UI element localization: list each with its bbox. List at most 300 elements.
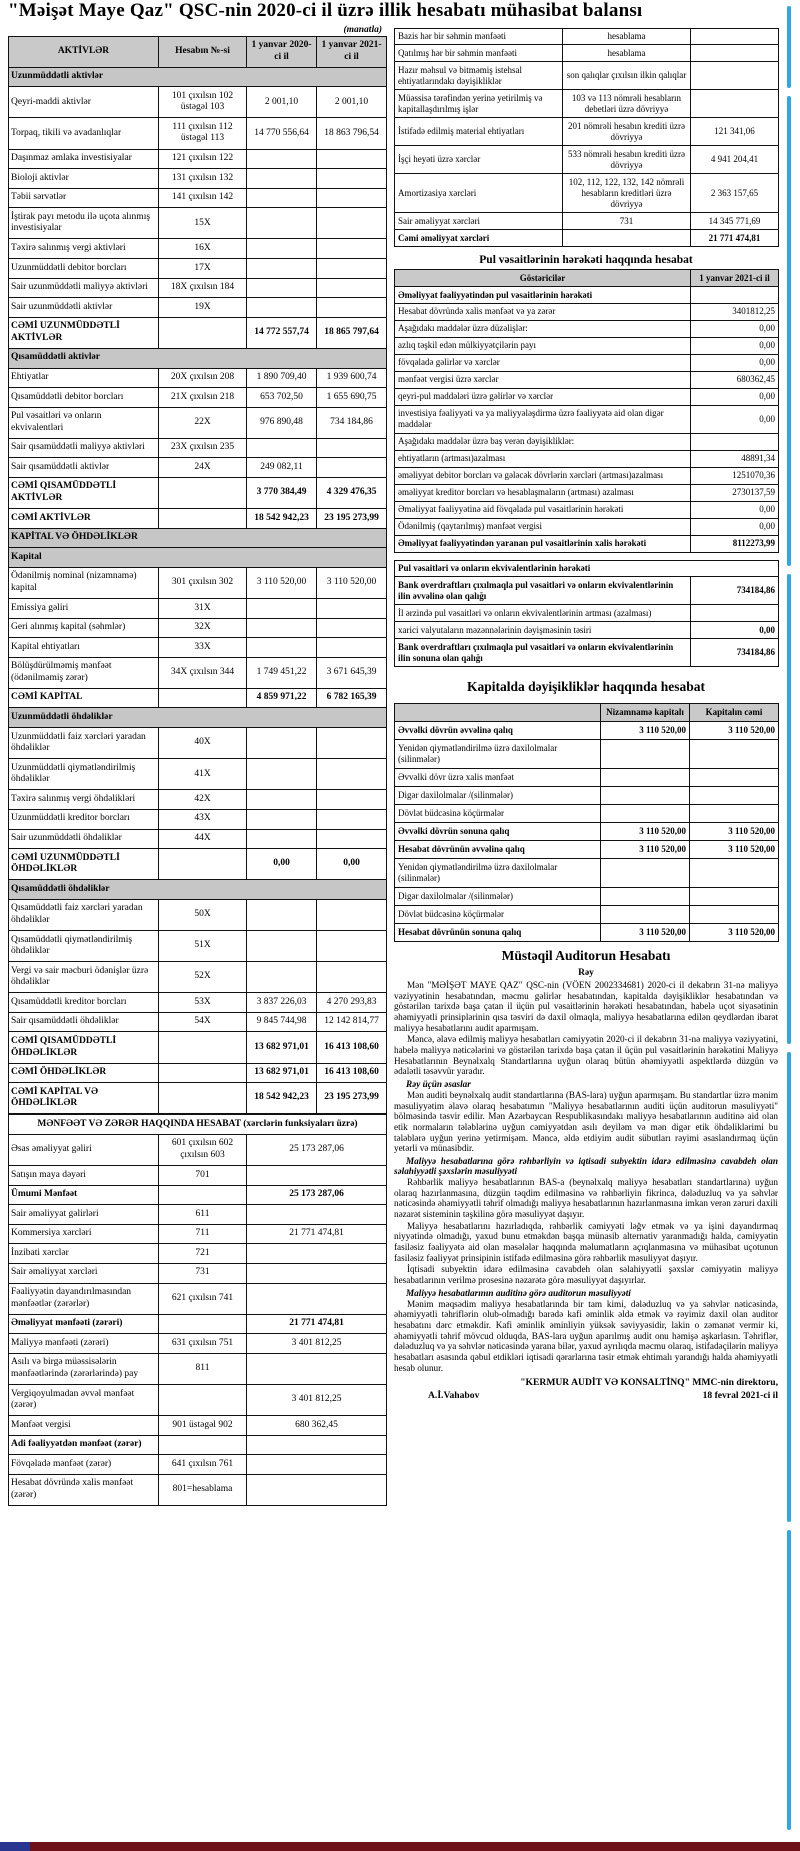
edge-line-segment <box>787 1530 791 1830</box>
table-row <box>395 62 779 90</box>
row-label: Ödənilmiş nominal (nizamnamə) kapital <box>9 567 159 598</box>
row-label: Vergiqoyulmadan əvvəl mənfəət (zərər) <box>9 1385 159 1416</box>
row-value: 14 345 771,69 <box>691 213 779 230</box>
table-row <box>9 239 387 259</box>
account-number: 711 <box>159 1224 247 1244</box>
account-number <box>159 477 247 508</box>
table-row <box>9 849 387 880</box>
row-value: 3 401 812,25 <box>247 1334 387 1354</box>
value-2021 <box>317 899 387 930</box>
row-label: qeyri-pul maddələri üzrə gəlirlər və xərclər <box>395 388 691 405</box>
table-row <box>395 174 779 213</box>
value-2021 <box>317 278 387 298</box>
column-header: Kapitalın cəmi <box>690 704 779 722</box>
value-2020: 14 772 557,74 <box>247 317 317 348</box>
account-number: 621 çıxılsın 741 <box>159 1283 247 1314</box>
account-number: 721 <box>159 1244 247 1264</box>
value-2021: 4 329 476,35 <box>317 477 387 508</box>
value-total: 3 110 520,00 <box>690 722 779 740</box>
account-number: 21X çıxılsın 218 <box>159 388 247 408</box>
value-2020 <box>247 829 317 849</box>
value-2021: 18 865 797,64 <box>317 317 387 348</box>
value-2020: 249 082,11 <box>247 458 317 478</box>
account-number: 301 çıxılsın 302 <box>159 567 247 598</box>
value-nizamname <box>601 740 690 769</box>
account-number <box>159 849 247 880</box>
column-header: Nizamnamə kapitalı <box>601 704 690 722</box>
value-2021 <box>317 931 387 962</box>
section-row <box>9 708 387 728</box>
account-number: 43X <box>159 809 247 829</box>
value-nizamname <box>601 887 690 905</box>
report-heading: Rəy üçün əsaslar <box>406 1078 471 1089</box>
report-heading: Maliyyə hesabatlarının auditinə görə auditorun məsuliyyəti <box>406 1287 631 1298</box>
account-description: 201 nömrəli hesabın krediti üzrə dövriyyə <box>563 118 691 146</box>
column-header: 1 yanvar 2021-ci il <box>691 270 779 287</box>
account-number <box>159 317 247 348</box>
table-row <box>9 149 387 169</box>
table-row <box>9 759 387 790</box>
table-row <box>395 518 779 535</box>
value-2020 <box>247 962 317 993</box>
account-number: 131 çıxılsın 132 <box>159 169 247 189</box>
table-row <box>395 405 779 433</box>
row-value <box>247 1435 387 1455</box>
table-row <box>9 1263 387 1283</box>
row-value: 21 771 474,81 <box>247 1314 387 1334</box>
value-2020: 3 110 520,00 <box>247 567 317 598</box>
row-value: 21 771 474,81 <box>691 230 779 247</box>
row-label: Geri alınmış kapital (səhmlər) <box>9 618 159 638</box>
row-label: xarici valyutaların məzənnələrinin dəyişməsinin təsiri <box>395 622 691 639</box>
row-label: Əvvəlki dövrün sonuna qalıq <box>395 823 601 841</box>
table-row <box>9 438 387 458</box>
row-label: Adi fəaliyyətdən mənfəət (zərər) <box>9 1435 159 1455</box>
value-total <box>690 787 779 805</box>
account-number: 601 çıxılsın 602 çıxılsın 603 <box>159 1134 247 1165</box>
table-row <box>9 1435 387 1455</box>
row-label: Hazır məhsul və bitməmiş istehsal ehtiyatlarındakı dəyişikliklər <box>395 62 563 90</box>
row-label: Əməliyyat mənfəəti (zərəri) <box>9 1314 159 1334</box>
table-row <box>9 962 387 993</box>
value-total <box>690 769 779 787</box>
value-2020: 1 890 709,40 <box>247 368 317 388</box>
bottom-bar-red-segment <box>30 1842 800 1851</box>
row-label: ehtiyatların (artması)azalması <box>395 450 691 467</box>
value-2020 <box>247 259 317 279</box>
table-row <box>395 622 779 639</box>
table-row <box>395 230 779 247</box>
value-2021: 4 270 293,83 <box>317 993 387 1013</box>
value-2020: 18 542 942,23 <box>247 509 317 529</box>
account-number: 40X <box>159 728 247 759</box>
row-value <box>691 45 779 62</box>
table-row <box>9 790 387 810</box>
row-label: Qeyri-maddi aktivlər <box>9 87 159 118</box>
row-label: Qısamüddətli qiymətləndirilmiş öhdəliklər <box>9 931 159 962</box>
value-2020: 9 845 744,98 <box>247 1012 317 1032</box>
table-row <box>9 1205 387 1225</box>
row-label: Bank overdraftları çıxılmaqla pul vəsaitləri və onların ekvivalentlərinin ilin əvvəlinə olan qalığı <box>395 577 691 605</box>
value-2021 <box>317 298 387 318</box>
table-row <box>395 639 779 667</box>
value-2020: 14 770 556,64 <box>247 118 317 149</box>
row-value: 0,00 <box>691 388 779 405</box>
table-row <box>9 368 387 388</box>
table-row <box>395 841 779 859</box>
table-row <box>395 28 779 45</box>
value-2021: 3 671 645,39 <box>317 657 387 688</box>
report-paragraph: Mən "MƏİŞƏT MAYE QAZ" QSC-nin (VÖEN 2002334681) 2020-ci il dekabrın 31-nə maliyyə vəziyyətinin hesabatından, məcmu gəlirlər hesabatından, kapitalda dəyişikliklər hesabatından və göstərilən tarixdə başa çatan il üçün pul vəsaitlərinin hərəkəti hesabatından, habelə uçot siyasətinin əhəmiyyətli prinsiplərinin qısa təsviri də daxil olmaqla, maliyyə hesabatlarına edilən qeydlərdən ibarət maliyyə hesabatlarını audit aparmışam. <box>394 979 778 1033</box>
value-2021: 12 142 814,77 <box>317 1012 387 1032</box>
row-label: Yenidən qiymətləndirilmə üzrə daxilolmalar (silinmələr) <box>395 859 601 888</box>
table-row <box>9 931 387 962</box>
account-description: hesablama <box>563 28 691 45</box>
row-value <box>691 28 779 45</box>
value-2021 <box>317 259 387 279</box>
row-label: Daşınmaz əmlaka investisiyalar <box>9 149 159 169</box>
row-label: Qatılmış hər bir səhmin mənfəəti <box>395 45 563 62</box>
table-row <box>395 287 779 304</box>
value-2021 <box>317 618 387 638</box>
account-description: hesablama <box>563 45 691 62</box>
account-number: 611 <box>159 1205 247 1225</box>
pl-title: MƏNFƏƏT VƏ ZƏRƏR HAQQINDA HESABAT (xərclərin funksiyaları üzrə) <box>9 1115 387 1135</box>
row-label: Sair əməliyyat gəlirləri <box>9 1205 159 1225</box>
value-nizamname: 3 110 520,00 <box>601 841 690 859</box>
value-2020 <box>247 638 317 658</box>
account-number: 17X <box>159 259 247 279</box>
account-number: 15X <box>159 208 247 239</box>
row-value <box>247 1205 387 1225</box>
account-number <box>159 1314 247 1334</box>
table-row <box>395 433 779 450</box>
row-label: Fövqəladə mənfəət (zərər) <box>9 1455 159 1475</box>
table-row <box>395 354 779 371</box>
row-value <box>247 1166 387 1186</box>
row-value: 0,00 <box>691 320 779 337</box>
row-value: 0,00 <box>691 518 779 535</box>
value-2020 <box>247 438 317 458</box>
value-2020 <box>247 239 317 259</box>
account-number: 631 çıxılsın 751 <box>159 1334 247 1354</box>
value-2021 <box>317 790 387 810</box>
table-row <box>395 467 779 484</box>
row-label: Digər daxilolmalar /(silinmələr) <box>395 887 601 905</box>
value-2020: 976 890,48 <box>247 407 317 438</box>
value-2021 <box>317 149 387 169</box>
row-label: Yenidən qiymətləndirilmə üzrə daxilolmalar (silinmələr) <box>395 740 601 769</box>
row-label: CƏMİ QISAMÜDDƏTLİ AKTİVLƏR <box>9 477 159 508</box>
value-2020: 653 702,50 <box>247 388 317 408</box>
value-2020: 0,00 <box>247 849 317 880</box>
row-label: investisiya fəaliyyəti və ya maliyyələşdirmə üzrə fəaliyyətə aid olan digər maddələr <box>395 405 691 433</box>
value-2021: 2 001,10 <box>317 87 387 118</box>
row-label: Hesabat dövründə xalis mənfəət və ya zərər <box>395 303 691 320</box>
value-2021 <box>317 599 387 619</box>
row-label: Sair uzunmüddətli maliyyə aktivləri <box>9 278 159 298</box>
report-paragraph: Rəhbərlik maliyyə hesabatlarının BAS-a (beynəlxalq maliyyə hesabatları standartlarına) uyğun olaraq hazırlanmasına, düzgün təqdim edilməsinə və rəhbərliyin fikrincə, dələduzluq və ya səhvlər nəticəsində əhəmiyyətli təhrif olmadığı maliyyə hesabatlarının hazırlanmasına imkan verən zəruri daxili nəzarət sisteminin təşkilinə görə məsuliyyət daşıyır. <box>394 1176 778 1219</box>
report-paragraph: Məncə, əlavə edilmiş maliyyə hesabatları cəmiyyətin 2020-ci il dekabrın 31-nə maliyyə vəziyyətini, habelə maliyyə nəticələrini və göstərilən tarixdə başa çatan il üçün pul vəsaitlərinin hərəkətini Maliyyə Hesabatlarının Beynəlxalq Standartlarına uyğun olaraq bütün əhəmiyyətli aspektlərdə düzgün və ədalətli təsəvvür yaradır. <box>394 1034 778 1077</box>
table-row <box>395 905 779 923</box>
table-row <box>395 450 779 467</box>
value-nizamname: 3 110 520,00 <box>601 923 690 941</box>
value-2021: 23 195 273,99 <box>317 1083 387 1114</box>
row-label: Digər daxilolmalar /(silinmələr) <box>395 787 601 805</box>
value-nizamname <box>601 805 690 823</box>
table-row <box>395 923 779 941</box>
row-value: 680 362,45 <box>247 1416 387 1436</box>
section-label: Qısamüddətli öhdəliklər <box>9 880 387 900</box>
table-row <box>9 657 387 688</box>
row-value: 25 173 287,06 <box>247 1185 387 1205</box>
table-row <box>395 787 779 805</box>
table-row <box>9 1224 387 1244</box>
section-row <box>9 348 387 368</box>
account-number: 50X <box>159 899 247 930</box>
profit-loss-table <box>8 1114 387 1506</box>
row-value: 21 771 474,81 <box>247 1224 387 1244</box>
value-2021 <box>317 458 387 478</box>
row-label: Təxirə salınmış vergi öhdəlikləri <box>9 790 159 810</box>
value-2020: 13 682 971,01 <box>247 1063 317 1083</box>
page-edge-decoration <box>787 0 792 1851</box>
row-label: Sair əməliyyat xərcləri <box>9 1263 159 1283</box>
row-value <box>691 90 779 118</box>
account-number: 641 çıxılsın 761 <box>159 1455 247 1475</box>
account-number: 41X <box>159 759 247 790</box>
value-total <box>690 740 779 769</box>
row-label: CƏMİ KAPİTAL VƏ ÖHDƏLİKLƏR <box>9 1083 159 1114</box>
row-label: azlıq təşkil edən mülkiyyətçilərin payı <box>395 337 691 354</box>
table-row <box>395 371 779 388</box>
table-row <box>9 1012 387 1032</box>
equity-statement-title: Kapitalda dəyişikliklər haqqında hesabat <box>467 679 705 695</box>
value-2021 <box>317 962 387 993</box>
report-paragraph: İqtisadi subyektin idarə edilməsinə cavabdeh olan səlahiyyətli şəxslər cəmiyyətin maliyyə hesabatlarının verilmə prosesinə nəzarətə görə məsuliyyət daşıyırlar. <box>394 1264 778 1285</box>
value-2020 <box>247 759 317 790</box>
table-row <box>395 337 779 354</box>
table-row <box>9 509 387 529</box>
value-total: 3 110 520,00 <box>690 823 779 841</box>
report-heading: Maliyyə hesabatlarına görə rəhbərliyin və iqtisadi subyektin idarə edilməsinə cavabdeh olan səlahiyyətli şəxslərin məsuliyyəti <box>394 1155 778 1176</box>
value-nizamname <box>601 769 690 787</box>
value-2021: 734 184,86 <box>317 407 387 438</box>
account-number: 801=hesablama <box>159 1474 247 1505</box>
account-number <box>159 1385 247 1416</box>
table-row <box>9 899 387 930</box>
account-number: 44X <box>159 829 247 849</box>
row-label: Sair qısamüddətli öhdəliklər <box>9 1012 159 1032</box>
value-nizamname <box>601 787 690 805</box>
row-label: Qısamüddətli faiz xərcləri yaradan öhdəliklər <box>9 899 159 930</box>
table-row <box>9 169 387 189</box>
value-2021 <box>317 438 387 458</box>
table-row <box>9 1334 387 1354</box>
value-nizamname <box>601 859 690 888</box>
row-label: Əməliyyat fəaliyyətinə aid fövqəladə pul vəsaitlərinin hərəkəti <box>395 501 691 518</box>
table-row <box>395 303 779 320</box>
value-2020: 18 542 942,23 <box>247 1083 317 1114</box>
value-2020 <box>247 149 317 169</box>
signature-date: 18 fevral 2021-ci il <box>702 1390 778 1402</box>
account-number: 54X <box>159 1012 247 1032</box>
value-2020 <box>247 188 317 208</box>
row-value: 1251070,36 <box>691 467 779 484</box>
row-label: Kommersiya xərcləri <box>9 1224 159 1244</box>
value-2021: 23 195 273,99 <box>317 509 387 529</box>
table-row <box>9 1185 387 1205</box>
table-row <box>9 1063 387 1083</box>
row-label: Ödənilmiş (qaytarılmış) mənfəət vergisi <box>395 518 691 535</box>
row-label: Vergi və sair məcburi ödənişlər üzrə öhdəliklər <box>9 962 159 993</box>
table-row <box>395 740 779 769</box>
row-label: Təbii sərvətlər <box>9 188 159 208</box>
value-2021: 3 110 520,00 <box>317 567 387 598</box>
value-2020 <box>247 278 317 298</box>
row-label: əməliyyat kreditor borcları və hesablaşmaların (artması) azalması <box>395 484 691 501</box>
report-paragraph: Mən auditi beynəlxalq audit standartlarına (BAS-lara) uyğun aparmışam. Bu standartlar üzrə mənim məsuliyyətim əlavə olaraq hesabatımın "Maliyyə hesabatlarının auditi üçün auditorun məsuliyyəti" bölməsində təsvir edilir. Mən Azərbaycan Respublikasındakı maliyyə hesabatlarının auditinə aid olan etik normaların tələblərinə uyğun cəmiyyətdən asılı deyiləm və mən digər etik öhdəliklərimi bu tələblərə uyğun yerinə yetirmişəm. Məncə, əldə etdiyim audit sübutları rəyimi əsaslandırmaq üçün yetərli və münasibdir. <box>394 1089 778 1154</box>
cash-flow-header-row <box>395 270 779 287</box>
signature-name: A.İ.Vahabov <box>428 1390 480 1402</box>
account-number: 20X çıxılsın 208 <box>159 368 247 388</box>
column-header <box>395 704 601 722</box>
account-number <box>159 509 247 529</box>
account-number <box>159 688 247 708</box>
report-center-heading: Rəy <box>578 967 594 978</box>
section-row <box>9 67 387 87</box>
account-number: 731 <box>159 1263 247 1283</box>
left-column <box>8 24 386 1507</box>
account-description: 102, 112, 122, 132, 142 nömrəli hesabların kreditləri üzrə dövriyyə <box>563 174 691 213</box>
account-number: 23X çıxılsın 235 <box>159 438 247 458</box>
table-row <box>395 823 779 841</box>
row-label: Uzunmüddətli qiymətləndirilmiş öhdəliklər <box>9 759 159 790</box>
edge-line-segment <box>787 1052 791 1522</box>
cash-equivalents-title: Pul vəsaitləri və onların ekvivalentlərinin hərəkəti <box>395 560 779 577</box>
value-2020 <box>247 899 317 930</box>
table-row <box>9 317 387 348</box>
table-row <box>9 1244 387 1264</box>
table-row <box>9 728 387 759</box>
column-header: 1 yanvar 2021-ci il <box>317 36 387 67</box>
value-2021: 16 413 108,60 <box>317 1063 387 1083</box>
table-row <box>9 1134 387 1165</box>
account-number: 19X <box>159 298 247 318</box>
row-label: Bazis hər bir səhmin mənfəəti <box>395 28 563 45</box>
row-label: Maliyyə mənfəəti (zərəri) <box>9 1334 159 1354</box>
row-label: İştirak payı metodu ilə uçota alınmış investisiyalar <box>9 208 159 239</box>
value-total <box>690 859 779 888</box>
table-row <box>9 993 387 1013</box>
row-label: Fəaliyyətin dayandırılmasından mənfəətlər (zərərlər) <box>9 1283 159 1314</box>
row-label: Sair əməliyyat xərcləri <box>395 213 563 230</box>
row-value: 0,00 <box>691 405 779 433</box>
table-row <box>395 484 779 501</box>
column-header: Göstəricilər <box>395 270 691 287</box>
table-row <box>9 87 387 118</box>
value-2020 <box>247 790 317 810</box>
table-row <box>9 567 387 598</box>
value-2021: 16 413 108,60 <box>317 1032 387 1063</box>
row-value: 3401812,25 <box>691 303 779 320</box>
row-value <box>691 62 779 90</box>
value-nizamname <box>601 905 690 923</box>
row-label: Ehtiyatlar <box>9 368 159 388</box>
row-label: CƏMİ UZUNMÜDDƏTLİ AKTİVLƏR <box>9 317 159 348</box>
row-label: Sair qısamüddətli aktivlər <box>9 458 159 478</box>
account-number: 33X <box>159 638 247 658</box>
row-label: CƏMİ UZUNMÜDDƏTLİ ÖHDƏLİKLƏR <box>9 849 159 880</box>
row-label: əməliyyat debitor borcları və gələcək dövrlərin xərcləri (artması)azalması <box>395 467 691 484</box>
row-value: 25 173 287,06 <box>247 1134 387 1165</box>
row-value: 8112273,99 <box>691 535 779 552</box>
signature-row <box>394 1390 778 1401</box>
balance-sheet-header-row <box>9 36 387 67</box>
row-label: mənfəət vergisi üzrə xərclər <box>395 371 691 388</box>
page-bottom-bar <box>0 1842 800 1851</box>
table-row <box>395 213 779 230</box>
bottom-bar-blue-segment <box>0 1842 30 1851</box>
row-value: 680362,45 <box>691 371 779 388</box>
table-row <box>395 577 779 605</box>
table-row <box>9 298 387 318</box>
content-columns <box>8 24 778 1507</box>
account-description <box>563 230 691 247</box>
account-description: 103 və 113 nömrəli hesabların debetləri üzrə dövriyyə <box>563 90 691 118</box>
table-row <box>9 188 387 208</box>
row-value <box>691 433 779 450</box>
row-value: 2 363 157,65 <box>691 174 779 213</box>
row-label: Uzunmüddətli faiz xərcləri yaradan öhdəliklər <box>9 728 159 759</box>
account-number: 701 <box>159 1166 247 1186</box>
row-value <box>247 1353 387 1384</box>
table-row <box>9 1455 387 1475</box>
account-description: son qalıqlar çıxılsın ilkin qalıqlar <box>563 62 691 90</box>
row-label: Sair uzunmüddətli öhdəliklər <box>9 829 159 849</box>
equity-changes-table <box>394 703 779 942</box>
account-number: 22X <box>159 407 247 438</box>
report-paragraph: Maliyyə hesabatlarını hazırladıqda, rəhbərlik cəmiyyəti ləğv etmək və ya işini dayandırmaq niyyətində olmadığı, yaxud bunu etməkdən başqa münasib alternativ yaranmadığı halda, cəmiyyətin fasiləsiz fəaliyyətə aid olan məsələlər haqqında məlumatların açıqlanmasına və mühasibat uçotunun fasiləsiz fəaliyyət prinsipinin istifadə edilməsinə görə rəhbərlik məsuliyyət daşıyır. <box>394 1220 778 1263</box>
row-label: Əvvəlki dövr üzrə xalis mənfəət <box>395 769 601 787</box>
value-2021 <box>317 239 387 259</box>
table-row <box>395 887 779 905</box>
value-2021 <box>317 188 387 208</box>
row-value: 0,00 <box>691 501 779 518</box>
value-2020 <box>247 931 317 962</box>
table-row <box>395 146 779 174</box>
account-number: 24X <box>159 458 247 478</box>
row-value: 2730137,59 <box>691 484 779 501</box>
edge-line-segment <box>787 96 791 566</box>
column-header: AKTİVLƏR <box>9 36 159 67</box>
row-label: Pul vəsaitləri və onların ekvivalentləri <box>9 407 159 438</box>
row-label: Əməliyyat fəaliyyətindən pul vəsaitlərinin hərəkəti <box>395 287 691 304</box>
value-2021: 18 863 796,54 <box>317 118 387 149</box>
table-row <box>395 45 779 62</box>
auditor-report-title: Müstəqil Auditorun Hesabatı <box>501 947 671 963</box>
value-2020: 3 770 384,49 <box>247 477 317 508</box>
row-label: CƏMİ QISAMÜDDƏTLİ ÖHDƏLİKLƏR <box>9 1032 159 1063</box>
auditor-report-body <box>394 968 778 1374</box>
pl-title-row <box>9 1115 387 1135</box>
value-2021 <box>317 208 387 239</box>
value-2020 <box>247 169 317 189</box>
row-label: Müəssisə tərəfindən yerinə yetirilmiş və kapitallaşdırılmış işlər <box>395 90 563 118</box>
value-2020 <box>247 599 317 619</box>
table-row <box>9 1416 387 1436</box>
account-number: 901 üstəgəl 902 <box>159 1416 247 1436</box>
